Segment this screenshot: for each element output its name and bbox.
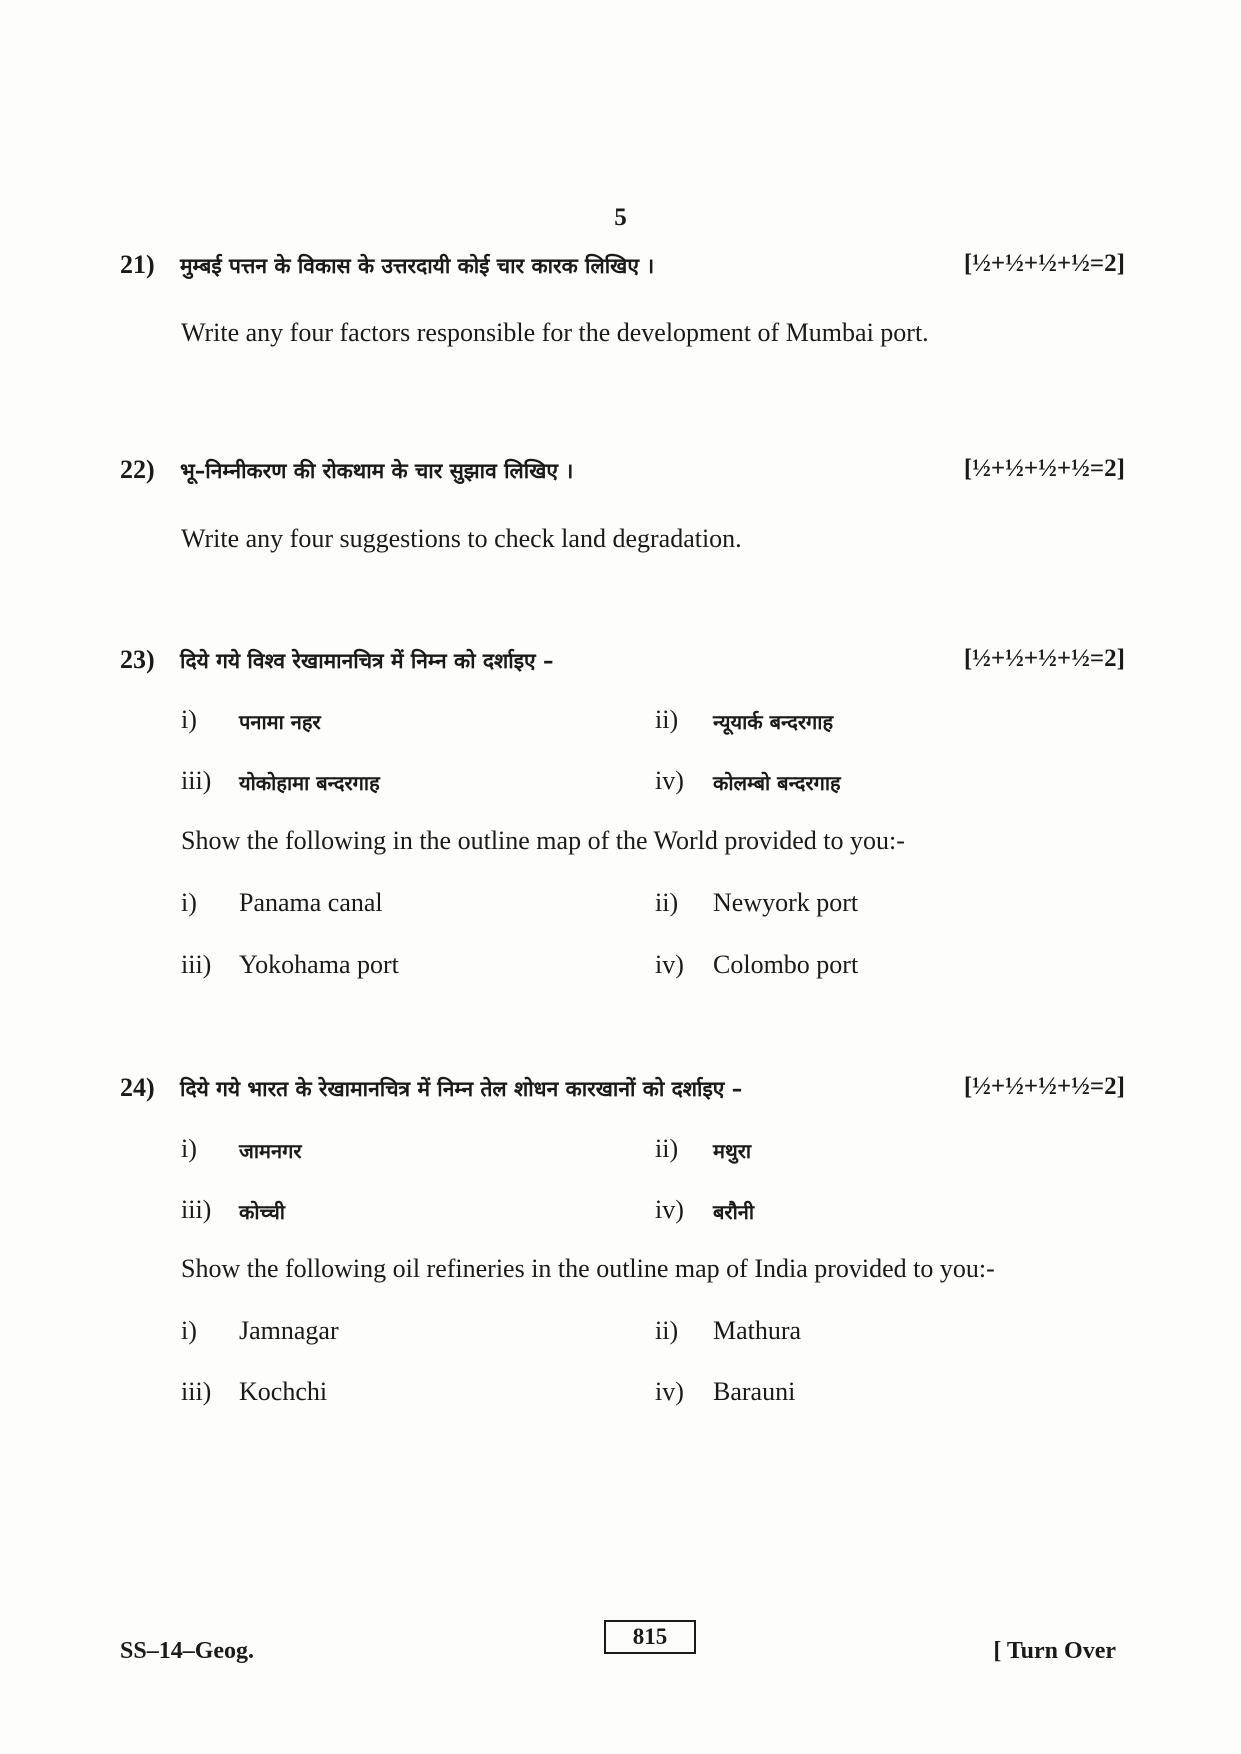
option-roman: i)	[181, 1134, 197, 1163]
question-text-english: Show the following oil refineries in the outline map of India provided to you:-	[181, 1254, 995, 1283]
option-roman: iv)	[655, 766, 684, 795]
question-number: 24)	[120, 1073, 155, 1102]
question-number: 21)	[120, 250, 155, 279]
question-text-english: Show the following in the outline map of the World provided to you:-	[181, 826, 905, 855]
question-header	[120, 455, 1125, 495]
option-text: जामनगर	[239, 1139, 302, 1163]
option-text: कोच्ची	[239, 1200, 285, 1224]
page-number: 5	[614, 204, 627, 231]
option-roman: iv)	[655, 1195, 684, 1224]
option-text: Colombo port	[713, 950, 859, 979]
option-roman: ii)	[655, 1316, 679, 1345]
question-24	[120, 1073, 1125, 1406]
option-roman: iii)	[181, 766, 212, 795]
option-roman: i)	[181, 1316, 197, 1345]
option-roman: i)	[181, 888, 197, 917]
question-marks: [½+½+½+½=2]	[963, 455, 1125, 482]
option-text: Jamnagar	[239, 1316, 339, 1345]
question-22	[120, 455, 1125, 553]
option-text: न्यूयार्क बन्दरगाह	[713, 710, 834, 734]
option-text: Newyork port	[713, 888, 859, 917]
option-roman: ii)	[655, 888, 679, 917]
question-marks: [½+½+½+½=2]	[963, 645, 1125, 672]
option-roman: ii)	[655, 1134, 679, 1163]
question-header	[120, 1073, 1125, 1113]
question-text-hindi: मुम्बई पत्तन के विकास के उत्तरदायी कोई चार कारक लिखिए ।	[180, 254, 655, 278]
option-roman: iv)	[655, 950, 684, 979]
option-roman: i)	[181, 705, 197, 734]
option-roman: iii)	[181, 1195, 212, 1224]
option-roman: ii)	[655, 705, 679, 734]
question-marks: [½+½+½+½=2]	[963, 250, 1125, 277]
question-header	[120, 645, 1125, 685]
option-text: मथुरा	[713, 1139, 752, 1163]
question-text-hindi: भू–निम्नीकरण की रोकथाम के चार सुझाव लिखिए ।	[180, 459, 574, 483]
question-21	[120, 250, 1125, 347]
question-number: 22)	[120, 455, 155, 484]
option-roman: iii)	[181, 1377, 212, 1406]
option-roman: iii)	[181, 950, 212, 979]
option-text: कोलम्बो बन्दरगाह	[713, 771, 841, 795]
turn-over-label: [ Turn Over	[993, 1638, 1116, 1664]
question-header	[120, 250, 1125, 290]
question-23	[120, 645, 1125, 979]
question-number: 23)	[120, 645, 155, 674]
paper-code: SS–14–Geog.	[120, 1638, 255, 1664]
paper-number-box: 815	[604, 1620, 696, 1654]
option-text: योकोहामा बन्दरगाह	[239, 771, 380, 795]
question-marks: [½+½+½+½=2]	[963, 1073, 1125, 1100]
option-text: Kochchi	[239, 1377, 328, 1406]
option-text: Mathura	[713, 1316, 802, 1345]
option-text: पनामा नहर	[239, 710, 321, 734]
question-text-hindi: दिये गये भारत के रेखामानचित्र में निम्न तेल शोधन कारखानों को दर्शाइए –	[180, 1077, 743, 1101]
option-text: Barauni	[713, 1377, 796, 1406]
option-text: Yokohama port	[239, 950, 399, 979]
option-text: Panama canal	[239, 888, 383, 917]
question-text-english: Write any four suggestions to check land degradation.	[181, 524, 742, 553]
question-text-english: Write any four factors responsible for the development of Mumbai port.	[181, 318, 929, 347]
option-text: बरौनी	[713, 1200, 755, 1224]
option-roman: iv)	[655, 1377, 684, 1406]
question-text-hindi: दिये गये विश्व रेखामानचित्र में निम्न को दर्शाइए –	[180, 649, 554, 673]
